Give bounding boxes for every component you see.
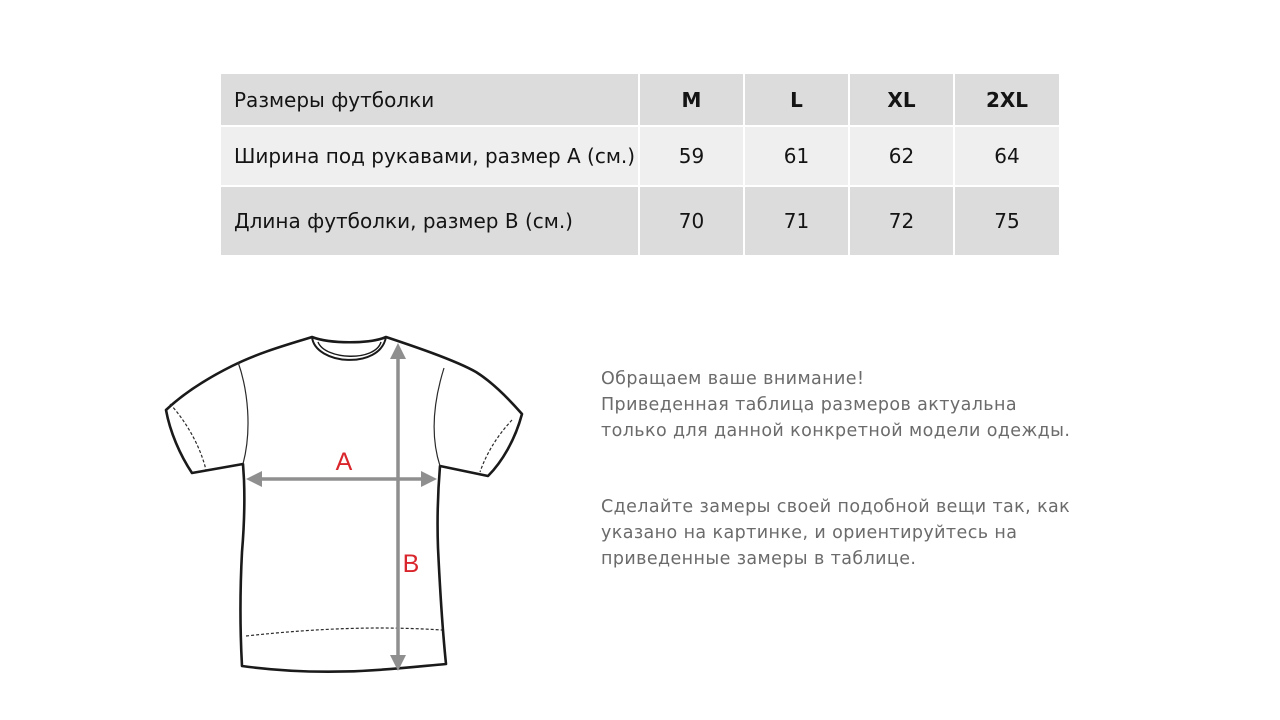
table-row-length (221, 186, 1059, 255)
table-header-label: Размеры футболки (221, 74, 639, 126)
instructions-line-3: приведенные замеры в таблице. (601, 549, 917, 569)
attention-line-1: Обращаем ваше внимание! (601, 369, 865, 389)
attention-note (601, 366, 1121, 444)
length-value-l: 71 (744, 186, 849, 255)
table-row-width (221, 126, 1059, 186)
width-value-m: 59 (639, 126, 744, 186)
tshirt-outline (166, 337, 522, 672)
length-value-m: 70 (639, 186, 744, 255)
row-label-length: Длина футболки, размер В (см.) (221, 186, 639, 255)
instructions-line-2: указано на картинке, и ориентируйтесь на (601, 523, 1018, 543)
length-value-2xl: 75 (994, 209, 1020, 233)
size-header-xl: XL (849, 74, 954, 126)
width-value-xl: 62 (849, 126, 954, 186)
attention-line-2: Приведенная таблица размеров актуальна (601, 395, 1017, 415)
width-value-l: 61 (744, 126, 849, 186)
instructions-line-1: Сделайте замеры своей подобной вещи так, как (601, 497, 1071, 517)
tshirt-diagram (150, 325, 550, 690)
size-header-2xl: 2XL (985, 87, 1029, 112)
size-table (221, 74, 1059, 255)
width-value-2xl: 64 (994, 144, 1020, 168)
length-value-xl: 72 (849, 186, 954, 255)
measure-label-b: B (402, 550, 420, 578)
table-header-row (221, 74, 1059, 126)
measure-label-a: A (335, 448, 353, 476)
row-label-width: Ширина под рукавами, размер А (см.) (221, 126, 639, 186)
size-header-l: L (744, 74, 849, 126)
size-header-m: M (639, 74, 744, 126)
instructions-note (601, 494, 1121, 572)
attention-line-3: только для данной конкретной модели одежды. (601, 421, 1071, 441)
